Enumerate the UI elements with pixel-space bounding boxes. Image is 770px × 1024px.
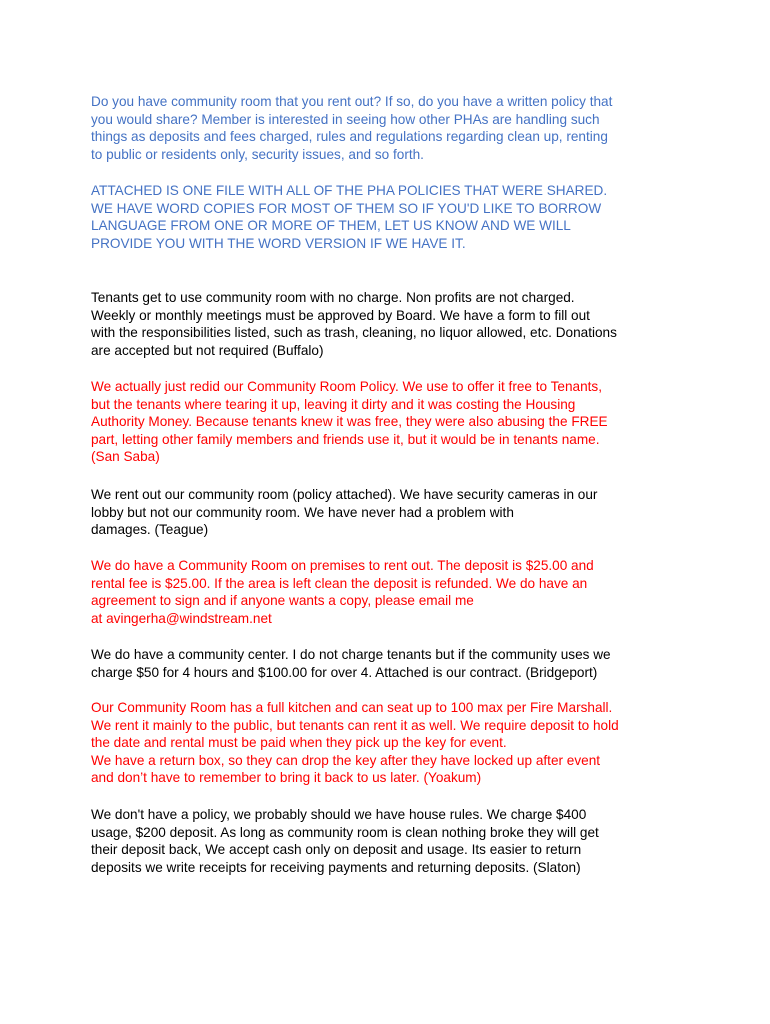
response-avinger — [91, 557, 691, 627]
text-line: rental fee is $25.00. If the area is left clean the deposit is refunded. We do have an — [91, 575, 588, 591]
response-yoakum — [91, 699, 691, 787]
notice-paragraph — [91, 182, 691, 252]
question-paragraph — [91, 93, 691, 163]
text-line: We do have a Community Room on premises to rent out. The deposit is $25.00 and — [91, 558, 594, 573]
text-line: damages. (Teague) — [91, 522, 209, 538]
response-bridgeport — [91, 646, 691, 681]
text-line: are accepted but not required (Buffalo) — [91, 342, 324, 358]
text-line: We rent out our community room (policy attached). We have security cameras in our — [91, 487, 598, 502]
text-line: you would share? Member is interested in seeing how other PHAs are handling such — [91, 111, 600, 127]
text-line: WE HAVE WORD COPIES FOR MOST OF THEM SO IF YOU'D LIKE TO BORROW — [91, 200, 602, 216]
text-line: LANGUAGE FROM ONE OR MORE OF THEM, LET US KNOW AND WE WILL — [91, 218, 571, 234]
text-line: We don't have a policy, we probably should we have house rules. We charge $400 — [91, 807, 587, 822]
text-line: We have a return box, so they can drop the key after they have locked up after event — [91, 752, 601, 768]
text-line: lobby but not our community room. We have never had a problem with — [91, 504, 514, 520]
response-teague — [91, 486, 691, 539]
text-line: We rent it mainly to the public, but tenants can rent it as well. We require deposit to hold — [91, 717, 619, 733]
text-line: (San Saba) — [91, 449, 160, 465]
text-line: Our Community Room has a full kitchen and can seat up to 100 max per Fire Marshall. — [91, 700, 613, 715]
response-san-saba — [91, 378, 691, 466]
response-slaton — [91, 806, 691, 876]
text-line: Weekly or monthly meetings must be approved by Board. We have a form to fill out — [91, 307, 590, 323]
response-buffalo — [91, 289, 691, 359]
text-line: charge $50 for 4 hours and $100.00 for over 4. Attached is our contract. (Bridgeport) — [91, 664, 598, 680]
text-line: Tenants get to use community room with no charge. Non profits are not charged. — [91, 290, 575, 305]
text-line: but the tenants where tearing it up, leaving it dirty and it was costing the Housing — [91, 396, 576, 412]
text-line: deposits we write receipts for receiving payments and returning deposits. (Slaton) — [91, 859, 581, 875]
text-line: Authority Money. Because tenants knew it was free, they were also abusing the FREE — [91, 414, 608, 430]
text-line: at avingerha@windstream.net — [91, 610, 272, 626]
text-line: part, letting other family members and friends use it, but it would be in tenants name. — [91, 431, 600, 447]
text-line: and don’t have to remember to bring it back to us later. (Yoakum) — [91, 770, 482, 786]
text-line: with the responsibilities listed, such as trash, cleaning, no liquor allowed, etc. Donations — [91, 325, 617, 341]
text-line: the date and rental must be paid when they pick up the key for event. — [91, 735, 507, 751]
text-line: usage, $200 deposit. As long as community room is clean nothing broke they will get — [91, 824, 599, 840]
text-line: their deposit back, We accept cash only on deposit and usage. Its easier to return — [91, 842, 582, 858]
text-line: things as deposits and fees charged, rules and regulations regarding clean up, renting — [91, 129, 608, 145]
text-line: agreement to sign and if anyone wants a copy, please email me — [91, 593, 474, 609]
text-line: Do you have community room that you rent out? If so, do you have a written policy that — [91, 94, 613, 109]
text-line: to public or residents only, security issues, and so forth. — [91, 146, 424, 162]
text-line: PROVIDE YOU WITH THE WORD VERSION IF WE HAVE IT. — [91, 235, 466, 251]
text-line: We do have a community center. I do not charge tenants but if the community uses we — [91, 647, 611, 662]
text-line: We actually just redid our Community Room Policy. We use to offer it free to Tenants, — [91, 379, 602, 394]
text-line: ATTACHED IS ONE FILE WITH ALL OF THE PHA POLICIES THAT WERE SHARED. — [91, 183, 608, 198]
